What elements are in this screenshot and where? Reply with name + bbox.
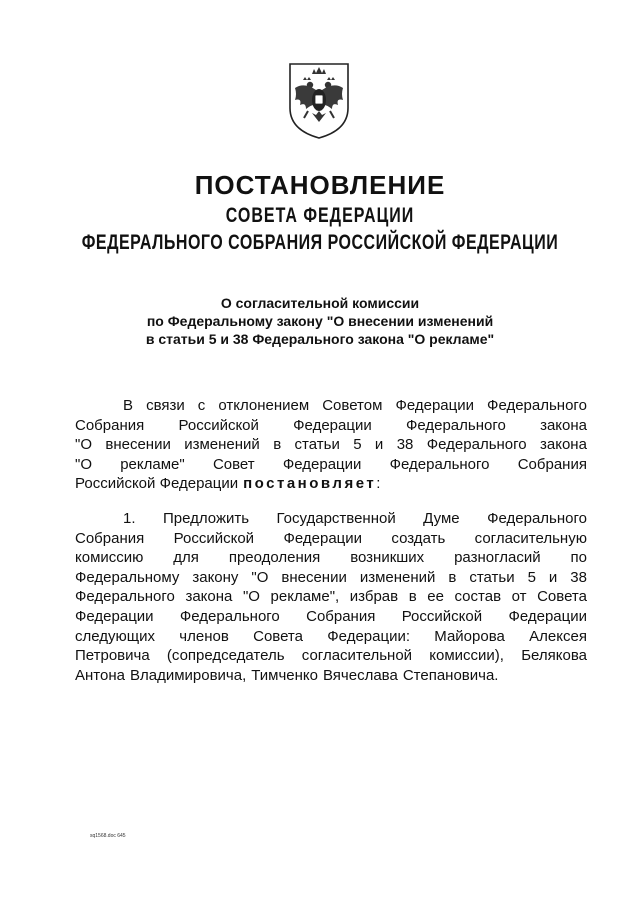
- word: и: [374, 436, 384, 454]
- word: Антона: [75, 666, 125, 684]
- word: внесении: [281, 568, 347, 586]
- text-line: [75, 435, 587, 455]
- russian-coat-of-arms-icon: [286, 58, 352, 140]
- resolution-keyword: постановляет: [243, 475, 377, 493]
- word: 5: [353, 436, 362, 454]
- text-line: [75, 474, 587, 494]
- word: Майорова: [434, 627, 505, 645]
- word: в: [408, 588, 417, 606]
- word: закона: [185, 588, 233, 606]
- word: Собрания: [75, 416, 145, 434]
- subject-line: по Федеральному закону "О внесении изменений: [146, 313, 494, 329]
- word: Тимченко: [251, 666, 318, 684]
- word: создать: [391, 529, 446, 547]
- word: Российской: [173, 529, 255, 547]
- word: рекламе",: [270, 588, 340, 606]
- text-line: [75, 396, 587, 416]
- word: Федерации: [395, 397, 474, 414]
- text-line: [75, 416, 587, 436]
- word: по: [570, 549, 587, 567]
- text-line: [75, 529, 587, 549]
- word: статьи: [469, 568, 515, 586]
- word: Федеральному: [75, 568, 180, 586]
- word: разногласий: [454, 549, 541, 567]
- word: Российской: [178, 416, 259, 434]
- word: Федерации: [283, 529, 363, 547]
- text-line: [75, 568, 587, 588]
- word: для: [173, 549, 199, 567]
- text-line: [75, 587, 587, 607]
- word: преодоления: [228, 549, 321, 567]
- word: Белякова: [521, 647, 587, 665]
- word: статьи: [294, 436, 340, 454]
- word: 1.: [123, 510, 136, 527]
- word: "О: [251, 568, 269, 586]
- text-line: [75, 607, 587, 627]
- text-line: [75, 548, 587, 568]
- word: закона: [540, 416, 587, 434]
- word: Федерального: [487, 510, 587, 527]
- word: возникших: [350, 549, 425, 567]
- word: Федерального: [426, 436, 527, 454]
- word: Федерального: [405, 416, 506, 434]
- word: комиссии),: [429, 647, 504, 665]
- keyword-colon: :: [376, 475, 381, 493]
- word: Федерального: [389, 455, 490, 473]
- word: и: [548, 568, 558, 586]
- word: членов: [179, 627, 229, 645]
- word: Алексея: [529, 627, 587, 645]
- word: Государственной: [276, 510, 396, 527]
- word: Федерации:: [327, 627, 410, 645]
- word: следующих: [75, 627, 155, 645]
- parliament-title: ФЕДЕРАЛЬНОГО СОБРАНИЯ РОССИЙСКОЙ ФЕДЕРАЦИИ: [81, 232, 559, 255]
- text-fragment: Российской Федерации: [75, 475, 239, 493]
- word: Федерального: [75, 588, 175, 606]
- word: Федерации: [293, 416, 372, 434]
- word: Предложить: [162, 510, 250, 527]
- word: закона: [540, 436, 587, 454]
- word: в: [448, 568, 457, 586]
- word: (сопредседатель: [166, 647, 285, 665]
- word: Федерации: [75, 607, 154, 625]
- word: Владимировича,: [129, 666, 247, 684]
- word: 38: [570, 568, 587, 586]
- text-line: [75, 666, 587, 686]
- text-line: [75, 455, 587, 475]
- word: Петровича: [75, 647, 150, 665]
- word: Российской: [401, 607, 483, 625]
- word: Собрания: [306, 607, 376, 625]
- word: "О: [75, 455, 92, 473]
- word: Степановича.: [402, 666, 499, 684]
- word: Совета: [537, 588, 587, 606]
- word: Думе: [423, 510, 460, 527]
- word: 38: [396, 436, 414, 454]
- word: Совета: [253, 627, 303, 645]
- word: Собрания: [75, 529, 145, 547]
- document-subject: [0, 294, 640, 348]
- text-line: [75, 627, 587, 647]
- word: Федерального: [487, 397, 587, 414]
- subject-line: в статьи 5 и 38 Федерального закона "О рекламе": [145, 331, 495, 347]
- word: Федерального: [179, 607, 280, 625]
- word: с: [197, 397, 206, 414]
- word: комиссию: [75, 549, 144, 567]
- word: Федерации: [282, 455, 362, 473]
- resolution-clause-1: [75, 509, 587, 685]
- word: Собрания: [517, 455, 587, 473]
- word: изменений: [184, 436, 260, 454]
- word: Совет: [212, 455, 255, 473]
- word: Вячеслава: [322, 666, 398, 684]
- word: согласительной: [301, 647, 413, 665]
- word: согласительную: [474, 529, 587, 547]
- text-line: [75, 646, 587, 666]
- word: состав: [454, 588, 502, 606]
- word: "О: [75, 436, 92, 454]
- word: закону: [192, 568, 239, 586]
- word: связи: [146, 397, 185, 414]
- document-type-title: ПОСТАНОВЛЕНИЕ: [194, 170, 446, 200]
- word: В: [123, 397, 134, 414]
- preamble-paragraph: [75, 396, 587, 494]
- word: "О: [242, 588, 260, 606]
- word: от: [511, 588, 527, 606]
- word: в: [273, 436, 282, 454]
- text-line: [75, 509, 587, 529]
- word: изменений: [359, 568, 436, 586]
- issuing-body-title: СОВЕТА ФЕДЕРАЦИИ: [225, 205, 415, 228]
- word: рекламе": [120, 455, 185, 473]
- word: внесении: [105, 436, 171, 454]
- word: 5: [527, 568, 536, 586]
- document-file-code: sq1568.doc 645: [90, 833, 126, 839]
- word: отклонением: [218, 397, 310, 414]
- word: Федерации: [508, 607, 587, 625]
- subject-line: О согласительной комиссии: [220, 295, 420, 311]
- word: ее: [427, 588, 444, 606]
- word: избрав: [349, 588, 399, 606]
- word: Советом: [322, 397, 383, 414]
